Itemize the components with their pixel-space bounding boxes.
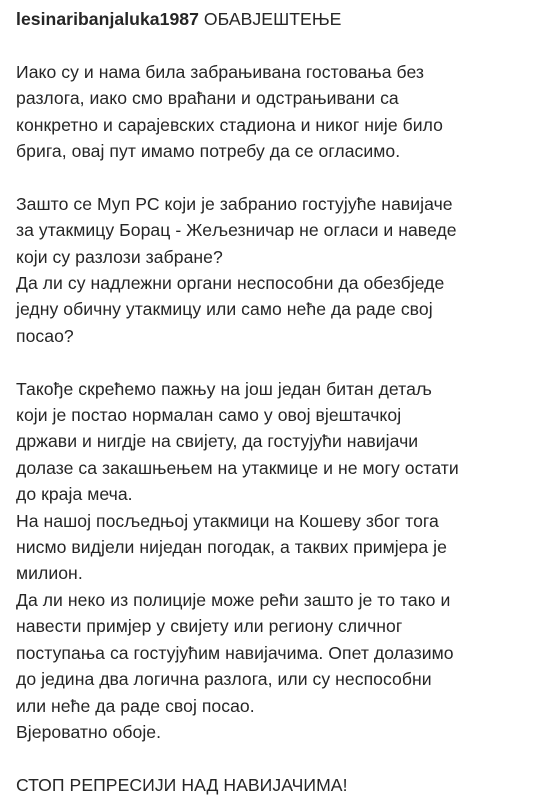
caption-line: држави и нигдје на свијету, да гостујући навијачи — [16, 431, 419, 452]
caption-line: нисмо видјели ниједан погодак, а таквих примјера је — [16, 537, 447, 558]
caption-line: до једина два логична разлога, или су неспособни — [16, 669, 432, 690]
caption-paragraph — [16, 191, 531, 349]
caption-line: Такође скрећемо пажњу на још један битан детаљ — [16, 378, 432, 399]
caption-line: СТОП РЕПРЕСИЈИ НАД НАВИЈАЧИМА! — [16, 774, 348, 795]
username-link[interactable]: lesinaribanjaluka1987 — [16, 9, 199, 29]
caption-line: На нашој посљедњој утакмици на Кошеву због тога — [16, 510, 439, 531]
caption-paragraph — [16, 376, 531, 746]
caption-body — [16, 59, 531, 798]
caption-paragraph — [16, 772, 531, 798]
caption-line: брига, овај пут имамо потребу да се огласимо. — [16, 141, 401, 162]
caption-line: конкретно и сарајевских стадиона и никог није било — [16, 114, 443, 135]
caption-line: који је постао нормалан само у овој вјештачкој — [16, 405, 402, 426]
caption-line: Зашто се Муп РС који је забранио гостујуће навијаче — [16, 193, 453, 214]
post-caption — [16, 6, 531, 798]
post-header — [16, 6, 531, 32]
caption-line: посао? — [16, 325, 74, 346]
post-title: ОБАВЈЕШТЕЊЕ — [203, 9, 342, 29]
paragraph-spacer — [16, 745, 531, 771]
caption-line: који су разлози забране? — [16, 246, 223, 267]
caption-line: Иако су и нама била забрањивана гостовања без — [16, 61, 425, 82]
caption-line: или неће да раде свој посао. — [16, 695, 255, 716]
caption-line: Да ли су надлежни органи неспособни да обезбједе — [16, 273, 445, 294]
caption-line: Вјероватно обоје. — [16, 721, 162, 742]
caption-line: разлога, иако смо враћани и одстрањивани са — [16, 88, 399, 109]
caption-line: за утакмицу Борац - Жељезничар не огласи и наведе — [16, 220, 457, 241]
caption-line: навести примјер у свијету или региону сличног — [16, 616, 403, 637]
caption-line: долазе са закашњењем на утакмице и не могу остати — [16, 457, 459, 478]
paragraph-spacer — [16, 349, 531, 375]
caption-line: поступања са гостујућим навијачима. Опет долазимо — [16, 642, 454, 663]
caption-paragraph — [16, 59, 531, 165]
caption-line: до краја меча. — [16, 484, 133, 505]
caption-line: милион. — [16, 563, 83, 584]
caption-line: Да ли неко из полиције може рећи зашто је то тако и — [16, 589, 451, 610]
paragraph-spacer — [16, 164, 531, 190]
caption-line: једну обичну утакмицу или само неће да раде свој — [16, 299, 433, 320]
